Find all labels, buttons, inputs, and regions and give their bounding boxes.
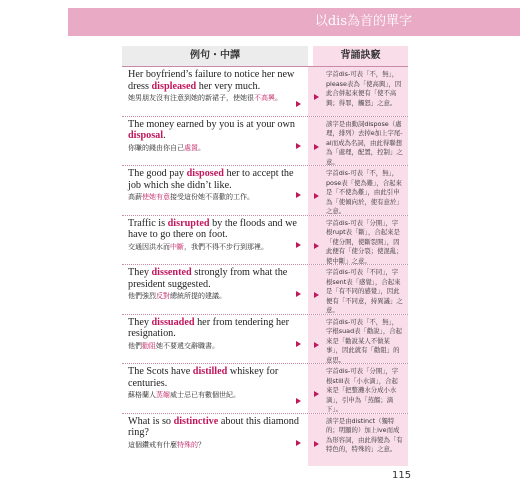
tip-cell <box>308 364 408 413</box>
translation-text: 。 <box>275 94 282 102</box>
chinese-translation <box>128 291 303 301</box>
sentence-text: Traffic is <box>128 217 168 229</box>
tip-cell <box>308 166 408 215</box>
translation-text: 你賺的錢由你自己 <box>128 143 184 152</box>
sentence-text: about this diamond ring? <box>128 415 299 438</box>
memory-tip: 字首dis-可表「分開」，字根rupt表「斷」，合起來是「使分開，使斷裂開」，因此便有「使分裂；使混亂；使中斷」之意。 <box>326 219 404 267</box>
keyword: disrupted <box>167 217 210 229</box>
keyword-translation: 勸阻 <box>142 341 156 350</box>
sentence-text: . <box>163 130 166 141</box>
arrow-icon <box>296 242 301 248</box>
memory-tip: 該字是由動詞dispose（處理，排列）去掉e加上字尾-al而成為名詞，由此得聯想為「處理，配置，控制」之意。 <box>326 120 404 168</box>
sentence-text: her from tendering her resignation. <box>128 316 290 339</box>
tip-cell <box>308 117 408 166</box>
arrow-icon <box>296 341 301 347</box>
memory-tip: 字首dis-可表「分開」，字根still表「小水滴」，合起來是「把整灘水分成小水滴」，引申為「蒸餾；滴下」。 <box>326 367 404 415</box>
table-row <box>122 216 408 266</box>
table-row <box>122 117 408 167</box>
column-header-examples: 例句・中譯 <box>122 46 313 66</box>
translation-text: 他們 <box>128 341 142 350</box>
table-row <box>122 364 408 414</box>
example-cell <box>122 265 308 314</box>
arrow-icon <box>314 391 319 397</box>
chinese-translation <box>128 93 303 103</box>
arrow-icon <box>296 291 301 297</box>
arrow-icon <box>296 192 301 198</box>
keyword: distinctive <box>173 415 219 427</box>
arrow-icon <box>314 94 319 100</box>
memory-tip: 字首dis-可表「不，無」，pose表「使為難」，合起來是「不使為難」，由此引申為「使傾向於，使有意於」之意。 <box>326 169 404 217</box>
keyword: displeased <box>151 80 197 92</box>
translation-text: 她男朋友沒有注意到她的新裙子，使她很 <box>128 94 254 102</box>
chinese-translation <box>128 192 303 202</box>
example-cell <box>122 364 308 413</box>
chinese-translation <box>128 143 303 153</box>
sentence-text: Her boyfriend’s failure to notice her new dress <box>128 69 295 92</box>
vocab-table <box>122 46 408 466</box>
example-cell <box>122 216 308 265</box>
keyword: dissuaded <box>151 316 195 328</box>
arrow-icon <box>314 292 319 298</box>
example-sentence <box>128 119 303 142</box>
example-sentence <box>128 416 303 439</box>
arrow-icon <box>314 342 319 348</box>
column-header-tips: 背誦訣竅 <box>313 46 408 66</box>
translation-text: 接受這份她不喜歡的工作。 <box>170 193 254 201</box>
keyword-translation: 使她有意 <box>142 193 170 201</box>
page-header-title: 以dis為首的單字 <box>314 14 412 29</box>
chinese-translation <box>128 242 303 252</box>
arrow-icon <box>314 144 319 150</box>
tip-cell <box>308 216 408 265</box>
table-body <box>122 67 408 466</box>
keyword-translation: 反對 <box>156 292 170 300</box>
table-row <box>122 166 408 216</box>
example-cell <box>122 67 308 116</box>
table-row <box>122 315 408 365</box>
translation-text: 交通因洪水而 <box>128 242 170 251</box>
chinese-translation <box>128 390 303 400</box>
memory-tip: 字首dis-可表「不，無」，字根suad表「勸說」，合起來是「勸說某人不做某事」，因此就有「勸阻」的意思。 <box>326 318 404 366</box>
example-sentence <box>128 168 303 191</box>
example-sentence <box>128 69 303 92</box>
arrow-icon <box>314 193 319 199</box>
tip-cell <box>308 67 408 116</box>
keyword-translation: 處置 <box>184 143 198 152</box>
chinese-translation <box>128 341 303 351</box>
example-cell <box>122 117 308 166</box>
translation-text: 總統所提的建議。 <box>170 292 226 300</box>
arrow-icon <box>296 440 301 446</box>
translation-text: 。 <box>198 143 205 152</box>
sentence-text: by the floods and we have to go there on foot. <box>128 217 297 240</box>
example-sentence <box>128 317 303 340</box>
translation-text: ？ <box>198 440 205 449</box>
table-row <box>122 414 408 466</box>
keyword: disposed <box>186 168 224 179</box>
translation-text: 他們強烈 <box>128 292 156 300</box>
sentence-text: The good pay <box>128 168 187 179</box>
sentence-text: The Scots have <box>128 366 193 377</box>
keyword: dissented <box>151 267 192 278</box>
chinese-translation <box>128 440 303 450</box>
sentence-text: strongly from what the president suggested. <box>128 267 288 290</box>
tip-cell <box>308 414 408 466</box>
tip-cell <box>308 315 408 364</box>
sentence-text: The money earned by you is at your own <box>128 118 295 130</box>
arrow-icon <box>296 143 301 149</box>
arrow-icon <box>296 101 301 107</box>
table-row <box>122 67 408 117</box>
keyword-translation: 蒸餾 <box>156 391 170 399</box>
page-number: 115 <box>392 470 412 481</box>
translation-text: 她不要遞交辭職書。 <box>156 341 219 350</box>
sentence-text: They <box>128 267 152 278</box>
arrow-icon <box>314 441 319 447</box>
example-sentence <box>128 267 303 290</box>
keyword-translation: 特殊的 <box>177 440 198 449</box>
translation-text: 這個鑽戒有什麼 <box>128 440 177 449</box>
example-cell <box>122 315 308 364</box>
tip-cell <box>308 265 408 314</box>
sentence-text: What is so <box>128 415 174 427</box>
arrow-icon <box>314 243 319 249</box>
translation-text: 高薪 <box>128 193 142 201</box>
example-sentence <box>128 366 303 389</box>
example-cell <box>122 414 308 466</box>
example-sentence <box>128 218 303 241</box>
translation-text: 蘇格蘭人 <box>128 391 156 399</box>
translation-text: ，我們不得不步行到那裡。 <box>184 242 268 251</box>
header-band <box>68 8 520 36</box>
keyword: distilled <box>192 366 228 377</box>
translation-text: 威士忌已有數個世紀。 <box>170 391 240 399</box>
arrow-icon <box>296 398 301 404</box>
example-cell <box>122 166 308 215</box>
table-row <box>122 265 408 315</box>
sentence-text: her to accept the job which she didn’t like. <box>128 168 294 191</box>
keyword-translation: 不高興 <box>254 94 275 102</box>
keyword: disposal <box>128 130 164 141</box>
sentence-text: her very much. <box>196 80 261 92</box>
sentence-text: whiskey for centuries. <box>128 366 279 389</box>
memory-tip: 字首dis-可表「不，無」，please表為「使高興」，因此合併起來便有「使不高興；得罪，觸怒」之意。 <box>326 70 404 108</box>
keyword-translation: 中斷 <box>170 242 184 251</box>
sentence-text: They <box>128 316 152 328</box>
table-header <box>122 46 408 67</box>
memory-tip: 字首dis-可表「不同」，字根sent表「感覺」，合起來是「有不同的感覺」，因此便有「不同意，持異議」之意。 <box>326 268 404 316</box>
memory-tip: 該字是由distinct（獨特的；明顯的）加上ive而成為形容詞，由此得變為「有特色的，特殊的」之意。 <box>326 417 404 455</box>
